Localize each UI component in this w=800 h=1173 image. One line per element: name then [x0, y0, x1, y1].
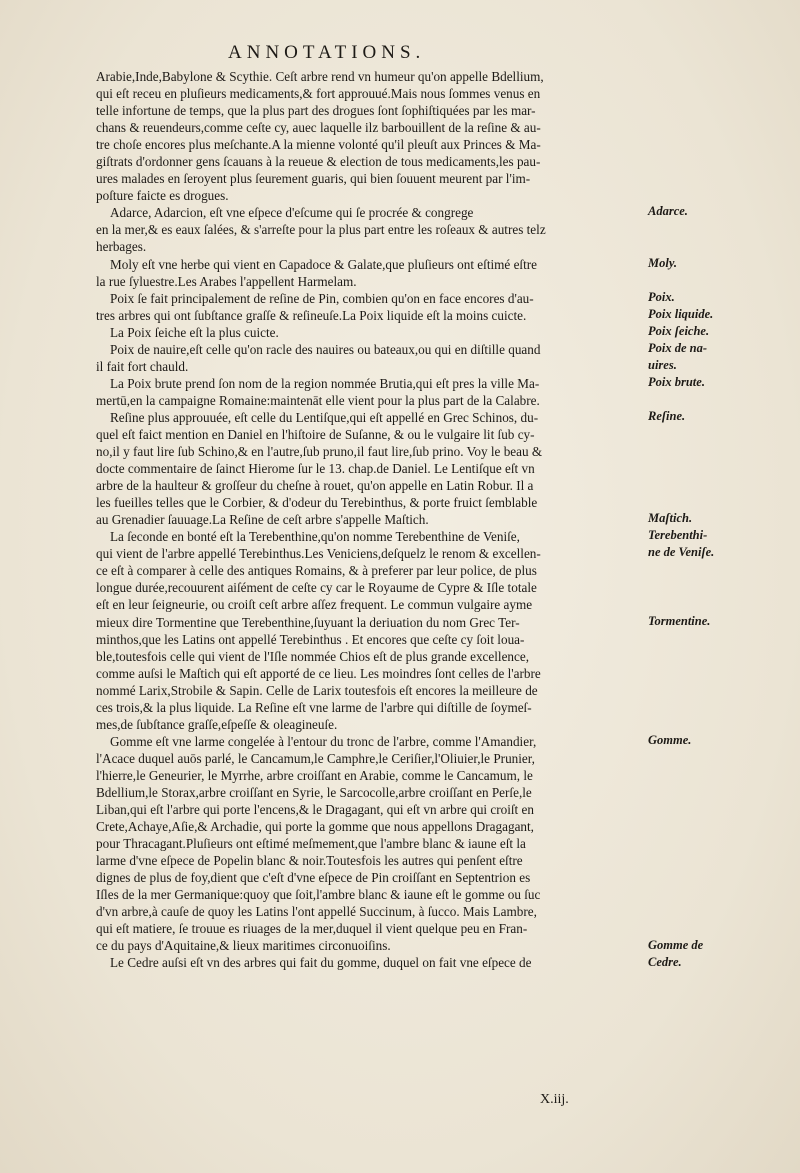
text-line: Poix ſe fait principalement de reſine de Pin, combien qu'on en face encores d'au- — [110, 290, 534, 306]
text-line: les fueilles telles que le Corbier, & d'odeur du Terebinthus, & porte fruict ſemblable — [96, 495, 538, 511]
text-line: ures malades en ſeroyent plus ſeurement guaris, qui bien ſouuent meurent par l'im- — [96, 171, 531, 187]
margin-note: Terebenthi- — [648, 528, 708, 543]
margin-note: Gomme. — [648, 732, 692, 747]
text-line: qui eſt matiere, ſe trouue es riuages de la mer,duquel il vient quelque peu en Fran- — [96, 921, 528, 937]
text-line: en la mer,& es eaux ſalées, & s'arreſte pour la plus part entre les roſeaux & autres telz — [96, 222, 546, 238]
margin-note: Maſtich. — [648, 511, 693, 526]
text-line: Gomme eſt vne larme congelée à l'entour du tronc de l'arbre, comme l'Amandier, — [110, 733, 537, 749]
text-line: La Poix ſeiche eſt la plus cuicte. — [110, 324, 279, 340]
text-line: Bdellium,le Storax,arbre croiſſant en Syrie, le Sarcocolle,arbre croiſſant en Perſe,le — [96, 784, 532, 800]
text-line: Arabie,Inde,Babylone & Scythie. Ceſt arbre rend vn humeur qu'on appelle Bdellium, — [96, 69, 544, 84]
text-line: Reſine plus approuuée, eſt celle du Lentiſque,qui eſt appellé en Grec Schinos, du- — [110, 409, 539, 425]
text-line: mes,de ſubſtance graſſe,eſpeſſe & oleagineuſe. — [96, 716, 338, 732]
text-line: qui vient de l'arbre appellé Terebinthus.Les Veniciens,deſquelz le renom & excellen- — [96, 546, 541, 562]
margin-note: Adarce. — [648, 204, 688, 219]
margin-note: Gomme de — [648, 937, 704, 952]
text-line: il fait fort chauld. — [96, 358, 189, 374]
body-text — [96, 68, 651, 971]
text-line: Adarce, Adarcion, eſt vne eſpece d'eſcume qui ſe procrée & congrege — [110, 205, 474, 221]
text-line: docte commentaire de ſainct Hierome ſur le 13. chap.de Daniel. Le Lentiſque eſt vn — [96, 461, 535, 477]
margin-note: Poix de na- — [648, 340, 708, 355]
text-line: herbages. — [96, 239, 147, 255]
text-line: arbre de la haulteur & groſſeur du cheſne à rouet, qu'on appelle en Latin Robur. Il a — [96, 478, 534, 494]
text-line: pour Thracagant.Pluſieurs ont eſtimé meſmement,que l'ambre blanc & iaune eſt la — [96, 836, 526, 852]
margin-note: Poix brute. — [648, 374, 705, 389]
running-title: ANNOTATIONS. — [228, 42, 426, 63]
text-line: poſture faicte es drogues. — [96, 188, 229, 204]
text-line: eſt en leur ſeigneurie, ou croiſt ceſt arbre aſſez frequent. Le commun vulgaire ayme — [96, 597, 533, 613]
text-line: tres arbres qui ont ſubſtance graſſe & reſineuſe.La Poix liquide eſt la moins cuicte. — [96, 307, 527, 323]
text-line: Liban,qui eſt l'arbre qui porte l'encens,& le Dragagant, qui eſt vn arbre qui croiſt en — [96, 802, 534, 818]
text-line: Le Cedre auſsi eſt vn des arbres qui fait du gomme, duquel on fait vne eſpece de — [110, 955, 532, 971]
margin-note: uires. — [648, 357, 677, 372]
text-line: ble,toutesfois celle qui vient de l'Iſle nommée Chios eſt de plus grande excellence, — [96, 648, 530, 664]
margin-note: Reſine. — [648, 409, 686, 423]
text-line: ce du pays d'Aquitaine,& lieux maritimes circonuoiſins. — [96, 938, 391, 954]
text-line: dignes de plus de foy,dient que c'eſt d'vne eſpece de Pin croiſſant en Septentrion es — [96, 870, 531, 886]
text-line: l'hierre,le Geneurier, le Myrrhe, arbre croiſſant en Arabie, comme le Cancamum, le — [96, 767, 533, 783]
signature-mark: X.iij. — [540, 1092, 569, 1107]
text-line: qui eſt receu en pluſieurs medicaments,& fort approuué.Mais nous ſommes venus en — [96, 86, 541, 102]
text-line: ces trois,& la plus liquide. La Reſine eſt vne larme de l'arbre qui diſtille de ſoymeſ- — [96, 699, 532, 715]
text-line: l'Acace duquel auōs parlé, le Cancamum,le Camphre,le Ceriſier,l'Oliuier,le Prunier, — [96, 750, 535, 766]
text-line: telle infortune de temps, que la plus part des drogues ſont ſophiſtiquées par les mar- — [96, 103, 536, 119]
margin-note: Poix. — [648, 289, 675, 304]
text-line: au Grenadier ſauuage.La Reſine de ceſt arbre s'appelle Maſtich. — [96, 512, 429, 528]
margin-note: Poix liquide. — [648, 306, 714, 321]
text-line: Moly eſt vne herbe qui vient en Capadoce & Galate,que pluſieurs ont eſtimé eſtre — [110, 256, 537, 272]
text-line: longue durée,recouurent aiſément de ceſte cy car le Royaume de Cypre & Iſle totale — [96, 580, 537, 596]
text-line: mertū,en la campaigne Romaine:maintenāt elle vient pour la plus part de la Calabre. — [96, 392, 540, 408]
text-line: chans & reuendeurs,comme ceſte cy, auec laquelle ilz barbouillent de la reſine & au- — [96, 120, 541, 136]
text-line: mieux dire Tormentine que Terebenthine,ſuyuant la deriuation du nom Grec Ter- — [96, 614, 520, 630]
text-line: minthos,que les Latins ont appellé Terebinthus . Et encores que ceſte cy ſoit loua- — [96, 631, 525, 647]
text-line: comme auſsi le Maſtich qui eſt apporté de ce lieu. Les moindres ſont celles de l'arbre — [96, 665, 541, 681]
text-line: Crete,Achaye,Aſie,& Archadie, qui porte la gomme que nous appellons Dragagant, — [96, 819, 534, 835]
text-line: Poix de nauire,eſt celle qu'on racle des nauires ou bateaux,ou qui en diſtille quand — [110, 341, 541, 357]
margin-note: Moly. — [648, 255, 678, 270]
text-line: giſtrats d'ordonner gens ſcauans à la reueue & election de tous medicaments,les pau- — [96, 154, 541, 170]
text-line: La ſeconde en bonté eſt la Terebenthine,qu'on nomme Terebenthine de Veniſe, — [110, 529, 520, 545]
margin-note: ne de Veniſe. — [648, 545, 715, 560]
text-line: larme d'vne eſpece de Popelin blanc & noir.Toutesfois les autres qui penſent eſtre — [96, 853, 523, 869]
text-line: la rue ſyluestre.Les Arabes l'appellent Harmelam. — [96, 273, 357, 289]
text-line: quel eſt faict mention en Daniel en l'hiſtoire de Suſanne, & ou le vulgaire lit ſub cy- — [96, 426, 535, 442]
margin-note: Tormentine. — [648, 613, 711, 628]
text-line: nommé Larix,Strobile & Sapin. Celle de Larix toutesfois eſt encores la meilleure de — [96, 682, 538, 698]
text-line: no,il y faut lire ſub Schino,& en l'autre,ſub pruno,il faut lire,ſub prino. Voy le beau & — [96, 444, 543, 460]
text-line: ce eſt à comparer à celle des antiques Romains, & à preferer par leur police, de plus — [96, 563, 537, 579]
text-line: La Poix brute prend ſon nom de la region nommée Brutia,qui eſt pres la ville Ma- — [110, 375, 540, 391]
margin-note: Poix ſeiche. — [648, 323, 710, 338]
text-line: Iſles de la mer Germanique:quoy que ſoit,l'ambre blanc & iaune eſt le gomme ou ſuc — [96, 887, 541, 903]
text-line: d'vn arbre,à cauſe de quoy les Latins l'ont appellé Succinum, à ſucco. Mais Lambre, — [96, 904, 537, 920]
margin-note: Cedre. — [648, 954, 682, 969]
text-line: tre choſe encores plus meſchante.A la mienne volonté qu'il pleuſt aux Princes & Ma- — [96, 137, 541, 153]
